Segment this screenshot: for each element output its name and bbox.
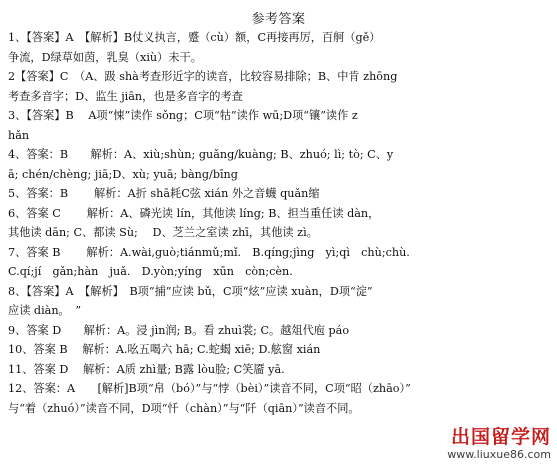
answer-line: 3、【答案】B A项“悚”读作 sǒng；C项“牯”读作 wū;D项“镶”读作 z — [8, 109, 358, 122]
answer-line: 1、【答案】A 【解析】B仗义执言，蹙（cù）额，C再接再厉，百舸（gě） — [8, 31, 381, 44]
answer-line: 考查多音字；D、监生 jiān，也是多音字的考查 — [8, 89, 243, 103]
watermark-url: www.liuxue86.com — [447, 448, 551, 461]
answer-line: C.qí;jí gǎn;hàn juǎ. D.yòn;yíng xūn còn;cèn. — [8, 265, 293, 278]
answer-list — [8, 28, 554, 418]
page-title: 参考答案 — [251, 12, 306, 27]
answer-line: 7、答案 B 解析：A.wài,guò;tiánmǔ;mǐ. B.qíng;jìng yì;qì chù;chù. — [8, 245, 410, 259]
answer-line: 11、答案 D 解析：A质 zhì量; B露 lòu脸; C笑靥 yā. — [8, 362, 285, 376]
site-watermark — [443, 426, 551, 464]
answer-line: 4、答案：B 解析：A、xiù;shùn; guǎng/kuàng; B、zhuó; lì; tò; C、y — [8, 148, 394, 161]
answer-line: 6、答案 C 解析：A、磷光读 lín，其他读 líng; B、担当重任读 dàn， — [8, 206, 380, 220]
answer-line: 9、答案 D 解析：A。浸 jìn润; B。看 zhuì裳; C。越俎代庖 páo — [8, 323, 350, 337]
answer-line: 其他读 dān; C、都读 Sù; D、芝兰之室读 zhī，其他读 zì。 — [8, 226, 318, 239]
answer-line: 应读 diàn。 ” — [8, 304, 82, 317]
answer-line: 5、答案：B 解析：A折 shā耗C弦 xián 外之音蠛 quǎn缩 — [8, 187, 320, 200]
answer-line: 8、【答案】A 【解析】 B项“捕”应读 bǔ，C项“炫”应读 xuàn，D项“淀” — [8, 284, 373, 298]
answer-line: 与“着（zhuó）”读音不同，D项“忏（chàn）”与“阡（qiān）”读音不同。 — [8, 401, 360, 415]
answer-line: 争流，D绿草如茵，乳臭（xiù）未干。 — [8, 50, 202, 64]
answer-line: 10、答案 B 解析：A.吆五喝六 hā; C.蛇蝎 xiē; D.舷窗 xián — [8, 343, 321, 356]
watermark-brand: 出国留学网 — [450, 426, 551, 448]
answer-line: ā; chén/chèng; jiā;D、xù; yuā; bàng/bīng — [8, 167, 238, 181]
answer-line: hǎn — [8, 128, 30, 142]
answer-line: 2【答案】C （A、趿 shà考查形近字的读音，比较容易排除；B、中肯 zhōng — [8, 70, 398, 83]
answer-line: 12、答案：A [解析]B项“帛（bó）”与“悖（bèi）”读音不同，C项“昭（zhāo）” — [8, 382, 411, 395]
